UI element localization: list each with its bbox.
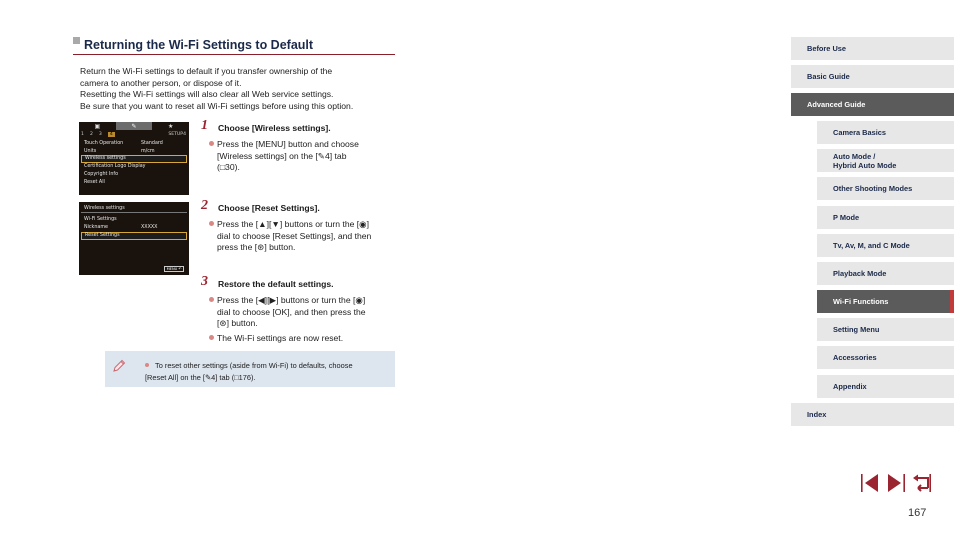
intro-line: Return the Wi-Fi settings to default if you transfer ownership of the: [80, 66, 333, 76]
sidebar-item-wifi-functions[interactable]: Wi-Fi Functions: [817, 290, 954, 313]
step-body: Press the [MENU] button and choose [Wireless settings] on the [✎4] tab (□30).: [209, 139, 389, 174]
camera-screen-wireless-settings: [79, 202, 189, 275]
camera-tab-icon: ▣: [94, 122, 101, 130]
sidebar-item-p-mode[interactable]: P Mode: [817, 206, 954, 229]
sidebar-item-setting-menu[interactable]: Setting Menu: [817, 318, 954, 341]
step-title: Choose [Wireless settings].: [218, 123, 331, 133]
bullet-icon: [209, 221, 214, 226]
sidebar-item-advanced-guide[interactable]: Advanced Guide: [791, 93, 954, 116]
page-title: Returning the Wi-Fi Settings to Default: [84, 38, 314, 52]
step-number: 2: [201, 198, 208, 213]
subtab: 1: [81, 132, 84, 137]
menu-row-selected: Reset Settings: [81, 232, 187, 240]
sidebar-item-before-use[interactable]: Before Use: [791, 37, 954, 60]
intro-line: Be sure that you want to reset all Wi-Fi settings before using this option.: [80, 100, 354, 111]
mymenu-tab-icon: ★: [167, 122, 174, 130]
menu-row-selected: Wireless settings: [81, 155, 187, 163]
note-text: To reset other settings (aside from Wi-Fi) to defaults, choose [Reset All] on the [✎4] tab (□176).: [145, 361, 353, 382]
sidebar-item-accessories[interactable]: Accessories: [817, 346, 954, 369]
menu-row: Units m/cm: [84, 149, 155, 154]
menu-row: Nickname XXXXX: [84, 225, 158, 230]
menu-row: Wi-Fi Settings: [84, 217, 117, 222]
pencil-icon: [111, 358, 127, 374]
screen-header: Wireless settings: [81, 205, 187, 213]
step-title: Restore the default settings.: [218, 279, 334, 289]
menu-row: Reset All: [84, 180, 105, 185]
step-body: Press the [▲][▼] buttons or turn the [◉] dial to choose [Reset Settings], and then press the [⊛] button.: [209, 219, 389, 254]
camera-screen-setup-menu: [79, 122, 189, 195]
step-number: 1: [201, 118, 208, 133]
intro-line: camera to another person, or dispose of it.: [80, 77, 242, 88]
title-square-icon: [73, 37, 80, 44]
page-number: 167: [908, 507, 927, 519]
bullet-icon: [145, 363, 149, 367]
intro-line: Resetting the Wi-Fi settings will also clear all Web service settings.: [80, 89, 334, 100]
menu-back-icon: MENU ↶: [164, 266, 184, 272]
menu-subtabs: [81, 131, 187, 138]
bullet-icon: [209, 141, 214, 146]
sidebar-item-appendix[interactable]: Appendix: [817, 375, 954, 398]
subtab-active: 4: [109, 132, 113, 137]
note-box: [105, 351, 395, 387]
step-title: Choose [Reset Settings].: [218, 203, 320, 213]
sidebar-item-other-shooting-modes[interactable]: Other Shooting Modes: [817, 177, 954, 200]
setup-tab-icon: ✎: [116, 122, 153, 130]
menu-tabs: [79, 122, 189, 130]
sidebar-item-auto-mode[interactable]: Auto Mode / Hybrid Auto Mode: [817, 149, 954, 172]
menu-row: Certification Logo Display: [84, 164, 146, 169]
menu-row: Copyright Info: [84, 172, 119, 177]
previous-page-icon[interactable]: [860, 473, 880, 493]
sidebar-item-camera-basics[interactable]: Camera Basics: [817, 121, 954, 144]
sidebar-item-tv-av-m-c-mode[interactable]: Tv, Av, M, and C Mode: [817, 234, 954, 257]
step-body: Press the [◀][▶] buttons or turn the [◉] dial to choose [OK], and then press the [⊛] button. The Wi-Fi settings are now reset.: [209, 295, 389, 344]
sidebar-item-basic-guide[interactable]: Basic Guide: [791, 65, 954, 88]
return-icon[interactable]: [912, 473, 932, 493]
bullet-icon: [209, 297, 214, 302]
sidebar-item-index[interactable]: Index: [791, 403, 954, 426]
intro-text: [80, 66, 400, 112]
bullet-icon: [209, 335, 214, 340]
section-title-bar: [73, 36, 395, 55]
subtab: 2: [89, 132, 93, 137]
setup-label: SETUP4: [168, 132, 186, 137]
next-page-icon[interactable]: [886, 473, 906, 493]
sidebar-item-playback-mode[interactable]: Playback Mode: [817, 262, 954, 285]
step-number: 3: [201, 274, 208, 289]
menu-row: Touch Operation Standard: [84, 141, 163, 146]
subtab: 3: [98, 132, 102, 137]
